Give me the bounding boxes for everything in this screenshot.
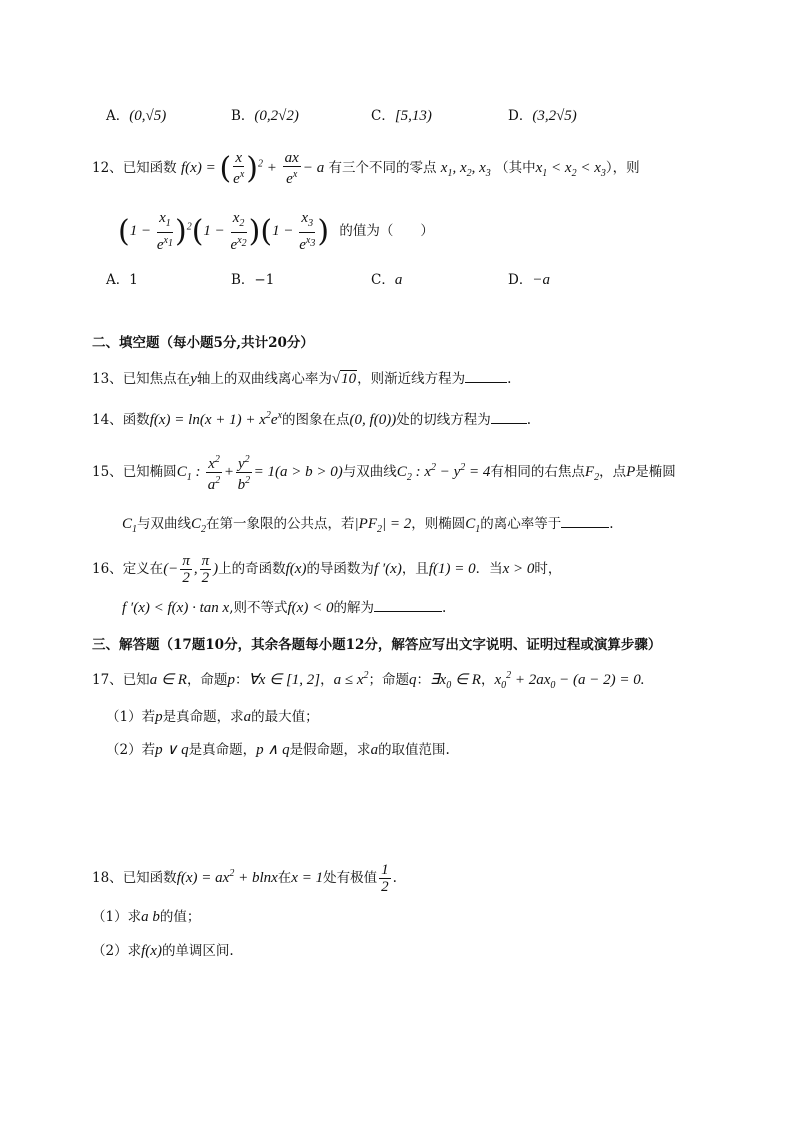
question-number: 17、 [92, 672, 123, 688]
math-frac: $\frac{\pi}{2}$ [182, 553, 190, 586]
question-number: 16、 [92, 561, 123, 577]
q11-option-b [231, 104, 299, 125]
math-op: 1 − [272, 223, 298, 239]
math-op: + [263, 160, 281, 176]
math-fx: f(x) [141, 943, 162, 959]
stem-text: ，则椭圆 [411, 516, 466, 532]
math-ainr: a ∈ R [149, 672, 187, 688]
question-17-part1 [106, 705, 319, 726]
option-value: 1 [129, 272, 138, 288]
stem-text: 的取值范围. [378, 742, 450, 758]
math-op: ) [213, 561, 219, 577]
math-cond: = 1(a > b > 0) [253, 464, 343, 480]
math-point: (0, f(0)) [349, 412, 397, 428]
stem-text: 已知焦点在 [122, 371, 191, 387]
math-fx: f(x) [285, 561, 307, 577]
stem-text: 的图象在点 [282, 412, 350, 428]
math-func: $f(x) = \ln(x + 1) + x^2e^x$ [149, 410, 283, 428]
option-math: (3,2√5) [532, 108, 577, 124]
q11-option-d [508, 104, 577, 125]
answer-blank [465, 370, 507, 383]
math-sqrt10: √10 [331, 371, 357, 387]
math-op: + [223, 464, 234, 480]
math-ab: a b [141, 909, 160, 925]
math-c2: $C_2$ [191, 516, 207, 535]
answer-blank [491, 411, 527, 424]
question-18 [92, 862, 397, 895]
stem-text: . [507, 371, 512, 387]
stem-text: 轴上的双曲线离心率为 [196, 371, 332, 387]
math-frac-half: $\frac{1}{2}$ [381, 862, 389, 895]
question-16-line2 [122, 596, 446, 617]
question-12-stem [92, 150, 640, 187]
option-label: A． [106, 108, 130, 124]
option-value: −1 [254, 272, 275, 288]
question-15-line2 [122, 512, 614, 535]
option-label: B． [231, 108, 255, 124]
q12-option-b [231, 268, 274, 288]
stem-text: ，且 [401, 561, 429, 577]
math-fpx: f ′(x) [373, 561, 402, 577]
stem-text: 是椭圆 [635, 464, 676, 480]
option-value: a [394, 272, 403, 288]
math-paren: ( [191, 214, 204, 249]
stem-text: . [526, 412, 531, 428]
math-alex2: $a \le x^2$ [333, 670, 369, 688]
question-number: 13、 [92, 371, 123, 387]
q12-option-c [371, 268, 402, 289]
math-f1: f(1) = 0 [428, 561, 476, 577]
math-zeros: $x_1$, $x_2$, $x_3$ [440, 160, 491, 179]
option-label: A． [106, 272, 130, 288]
math-exists: $\exists x_0$ ∈ R [430, 672, 481, 691]
option-value: −a [532, 272, 550, 288]
question-14 [92, 408, 531, 429]
option-label: C． [371, 108, 395, 124]
question-17 [92, 668, 645, 691]
question-18-part1 [92, 905, 200, 926]
stem-text: 的离心率等于 [480, 516, 562, 532]
stem-text: 有相同的右焦点 [490, 464, 585, 480]
stem-text: . [609, 516, 614, 532]
math-frac: $\frac{ax}{e^x}$ [284, 150, 299, 187]
math-f2: $F_2$ [584, 464, 600, 483]
stem-text: ， [320, 672, 334, 688]
stem-text: 在 [277, 870, 292, 886]
stem-text: 的最大值； [251, 709, 319, 725]
stem-text: 的导函数为 [306, 561, 374, 577]
math-ellipse: $C_1$ : [176, 464, 205, 483]
math-pandq: p ∧ q [256, 742, 290, 758]
option-math: (0,√5) [129, 108, 167, 124]
question-17-part2 [106, 738, 450, 759]
stem-text: . [392, 870, 397, 886]
math-x1: x = 1 [291, 870, 324, 886]
stem-text: ： [234, 672, 249, 688]
math-frac: $\frac{x_3}{e^{x3}}$ [299, 210, 316, 253]
math-a: a [370, 742, 379, 758]
math-c1: $C_1$ [465, 516, 481, 535]
question-number: 18、 [92, 870, 123, 886]
q11-option-a [106, 104, 166, 125]
question-number: 12、 [92, 160, 123, 176]
math-c1: $C_1$ [122, 516, 138, 535]
stem-text: 时， [534, 561, 562, 577]
math-q: q [409, 672, 417, 688]
option-math: [5,13) [394, 108, 432, 124]
math-sup: 2 [258, 158, 264, 170]
stem-text: 与双曲线 [137, 516, 192, 532]
math-frac: $\frac{y^2}{b^2}$ [237, 454, 251, 493]
stem-text: 已知椭圆 [122, 464, 177, 480]
question-number: 14、 [92, 412, 123, 428]
math-p: P [626, 464, 636, 480]
option-label: B． [231, 272, 255, 288]
math-eq: $x_0^2 + 2ax_0 - (a - 2) = 0$. [494, 670, 645, 691]
math-paren: ( [118, 214, 130, 249]
stem-text: 的单调区间. [161, 943, 234, 959]
math-op: 1 − [203, 223, 229, 239]
q11-option-c [371, 104, 432, 125]
stem-text: 与双曲线 [342, 464, 397, 480]
math-order: $x_1 < x_2 < x_3$ [535, 160, 606, 179]
stem-text: （其中 [495, 160, 536, 176]
question-18-part2 [92, 939, 234, 960]
math-hyperbola: $C_2$ : $x^2 - y^2 = 4$ [396, 462, 491, 483]
math-paren: )( [248, 214, 273, 249]
q12-option-a [106, 268, 138, 288]
answer-blank [374, 599, 442, 612]
stem-text: 是真命题， [188, 742, 257, 758]
math-porq: p ∨ q [155, 742, 189, 758]
stem-text: 是真命题，求 [162, 709, 244, 725]
stem-text: （2）若 [106, 742, 156, 758]
math-frac: $\frac{x_2}{e^{x2}}$ [230, 210, 247, 253]
question-15-line1 [92, 452, 676, 493]
stem-text: 已知 [122, 672, 150, 688]
option-label: C． [371, 272, 395, 288]
stem-text: ；命题 [368, 672, 410, 688]
stem-text: . [441, 600, 447, 616]
math-p: p [155, 709, 163, 725]
math-frac: $\frac{x}{e^x}$ [233, 150, 245, 187]
stem-text: ，点 [599, 464, 627, 480]
option-math: (0,2√2) [254, 108, 299, 124]
question-number: 15、 [92, 464, 123, 480]
math-func: $f(x) = ax^2 + blnx$ [176, 868, 278, 886]
math-fx: f(x) = [180, 160, 220, 176]
stem-text: ，则渐近线方程为 [357, 371, 466, 387]
stem-text: 上的奇函数 [218, 561, 286, 577]
option-label: D． [508, 108, 533, 124]
math-sup: 2 [186, 221, 192, 233]
math-frac: $\frac{\pi}{2}$ [201, 553, 210, 586]
stem-text: ，命题 [186, 672, 228, 688]
math-pf2: $|PF_2| = 2$ [354, 516, 412, 535]
stem-text: 是假命题，求 [289, 742, 371, 758]
stem-text: 处有极值 [323, 870, 378, 886]
stem-text: 的值为（ ） [339, 223, 434, 239]
q12-option-d [508, 268, 550, 289]
stem-text: ），则 [605, 160, 640, 176]
stem-text: 处的切线方程为 [396, 412, 491, 428]
section-title-solutions: 三、解答题（17题10分，其余各题每小题12分，解答应写出文字说明、证明过程或演算步骤） [92, 637, 662, 653]
math-frac: $\frac{x_1}{e^{x1}}$ [156, 210, 173, 253]
math-a: a [243, 709, 252, 725]
stem-text: 的值； [159, 909, 201, 925]
math-paren: ) [174, 214, 187, 249]
option-label: D． [508, 272, 533, 288]
math-paren: ) [246, 151, 259, 186]
stem-text: 在第一象限的公共点，若 [206, 516, 355, 532]
stem-text: ．当 [475, 561, 503, 577]
stem-text: 函数 [122, 412, 150, 428]
stem-text: （1）求 [92, 909, 142, 925]
math-op: 1 − [129, 223, 155, 239]
stem-text: 已知函数 [122, 870, 177, 886]
math-p: p [227, 672, 235, 688]
math-ineq: f ′(x) < f(x) · tan x [122, 600, 230, 616]
stem-text: 的解为 [333, 600, 374, 616]
math-op: , [193, 561, 198, 577]
stem-text: （2）求 [92, 943, 142, 959]
math-interval: (− [163, 561, 179, 577]
stem-text: ,则不等式 [229, 600, 288, 616]
math-forall: ∀x ∈ [1, 2] [248, 672, 321, 688]
stem-text: 有三个不同的零点 [328, 160, 437, 176]
stem-text: （1）若 [106, 709, 156, 725]
math-paren: ( [219, 151, 232, 186]
question-13 [92, 367, 511, 388]
math-paren: ) [317, 214, 330, 249]
stem-text: 定义在 [122, 561, 164, 577]
stem-text: 已知函数 [122, 160, 177, 176]
section-title-fill-in: 二、填空题（每小题5分,共计20分） [92, 335, 314, 351]
math-op: − a [302, 160, 325, 176]
stem-text: ， [480, 672, 495, 688]
stem-text: ： [416, 672, 431, 688]
math-y: y [190, 371, 197, 387]
question-16-line1 [92, 553, 561, 586]
answer-blank [561, 515, 609, 528]
question-12-expression [118, 210, 434, 253]
math-fxlt0: f(x) < 0 [287, 600, 334, 616]
math-xgt0: x > 0 [502, 561, 535, 577]
math-frac: $\frac{x^2}{a^2}$ [207, 454, 221, 493]
